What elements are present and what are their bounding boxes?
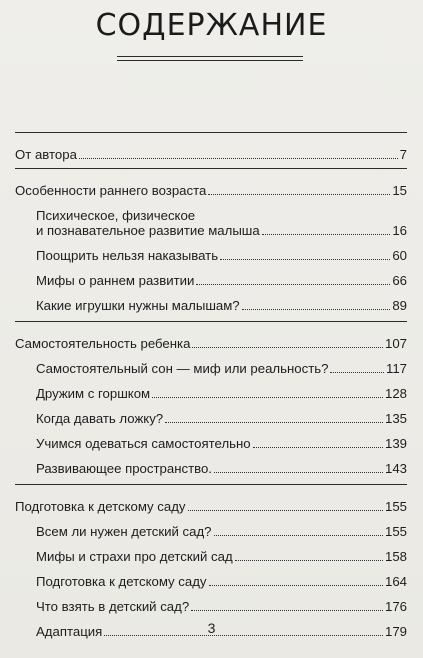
title-underline-bottom (117, 60, 303, 61)
toc-subentry-label: Поощрить нельзя наказывать (36, 248, 219, 263)
dot-leader (192, 347, 383, 348)
toc-subentry-page: 164 (384, 574, 407, 589)
dot-leader (188, 510, 383, 511)
toc-subentry-label: Что взять в детский сад? (36, 599, 190, 614)
toc-chapter-page: 15 (392, 183, 407, 198)
page-title: СОДЕРЖАНИЕ (95, 8, 328, 43)
toc-subentry (15, 198, 407, 238)
dot-leader (330, 372, 384, 373)
toc-section-1 (15, 168, 407, 313)
toc-subentry-label: Дружим с горшком (36, 386, 151, 401)
toc-subentry (15, 263, 407, 288)
toc-subentry-label-line2: и познавательное развитие малыша (36, 223, 260, 238)
toc-subentry (15, 539, 407, 564)
toc-subentry-label: Когда давать ложку? (36, 411, 164, 426)
dot-leader (79, 158, 398, 159)
toc-chapter-label: Подготовка к детскому саду (15, 499, 186, 514)
toc-subentry-label (36, 208, 260, 238)
toc-chapter (15, 321, 407, 351)
toc-subentry-label: Адаптация (36, 624, 103, 639)
dot-leader (165, 422, 383, 423)
toc-chapter (15, 168, 407, 198)
toc-entry-page: 7 (399, 147, 407, 162)
toc-subentry-label: Учимся одеваться самостоятельно (36, 436, 251, 451)
dot-leader (214, 472, 383, 473)
dot-leader (262, 234, 391, 235)
toc-subentry (15, 351, 407, 376)
toc-subentry-label: Какие игрушки нужны малышам? (36, 298, 240, 313)
toc-subentry-label: Всем ли нужен детский сад? (36, 524, 212, 539)
toc-subentry (15, 514, 407, 539)
toc-section-3 (15, 484, 407, 639)
toc-subentry-label: Мифы и страхи про детский сад (36, 549, 233, 564)
toc-subentry-label: Самостоятельный сон — миф или реальность? (36, 361, 329, 376)
toc-chapter-label: Самостоятельность ребенка (15, 336, 191, 351)
toc-subentry-label: Мифы о раннем развитии (36, 273, 195, 288)
toc-subentry (15, 426, 407, 451)
toc-subentry-page: 139 (384, 436, 407, 451)
toc-subentry-page: 66 (392, 273, 407, 288)
toc-subentry-page: 89 (392, 298, 407, 313)
toc-entry-label: От автора (15, 147, 77, 162)
toc-section-2 (15, 321, 407, 476)
toc-chapter (15, 484, 407, 514)
dot-leader (214, 535, 383, 536)
dot-leader (242, 309, 391, 310)
toc-subentry-page: 117 (385, 361, 407, 376)
toc-entry-intro (15, 132, 407, 162)
toc-subentry (15, 376, 407, 401)
toc-subentry (15, 451, 407, 476)
table-of-contents (15, 132, 407, 639)
dot-leader (209, 585, 383, 586)
toc-subentry (15, 238, 407, 263)
toc-subentry-page: 60 (392, 248, 407, 263)
toc-subentry-page: 158 (384, 549, 407, 564)
toc-subentry-label: Подготовка к детскому саду (36, 574, 207, 589)
toc-subentry-page: 176 (384, 599, 407, 614)
toc-subentry (15, 564, 407, 589)
toc-chapter-label: Особенности раннего возраста (15, 183, 207, 198)
toc-chapter-page: 107 (384, 336, 407, 351)
toc-subentry-page: 128 (384, 386, 407, 401)
page-number: 3 (207, 620, 216, 636)
dot-leader (235, 560, 383, 561)
toc-subentry (15, 401, 407, 426)
toc-subentry-page: 179 (384, 624, 407, 639)
dot-leader (152, 397, 383, 398)
dot-leader (191, 610, 383, 611)
toc-subentry-label-line1: Психическое, физическое (36, 208, 196, 223)
toc-subentry-label: Развивающее пространство. (36, 461, 212, 476)
toc-subentry-page: 143 (384, 461, 407, 476)
toc-subentry-page: 155 (384, 524, 407, 539)
toc-subentry-page: 16 (392, 223, 407, 238)
toc-chapter-page: 155 (384, 499, 407, 514)
toc-subentry (15, 589, 407, 614)
title-underline-top (117, 56, 303, 57)
toc-subentry-page: 135 (384, 411, 407, 426)
dot-leader (196, 284, 390, 285)
dot-leader (208, 194, 390, 195)
toc-subentry (15, 288, 407, 313)
dot-leader (220, 259, 390, 260)
dot-leader (253, 447, 383, 448)
